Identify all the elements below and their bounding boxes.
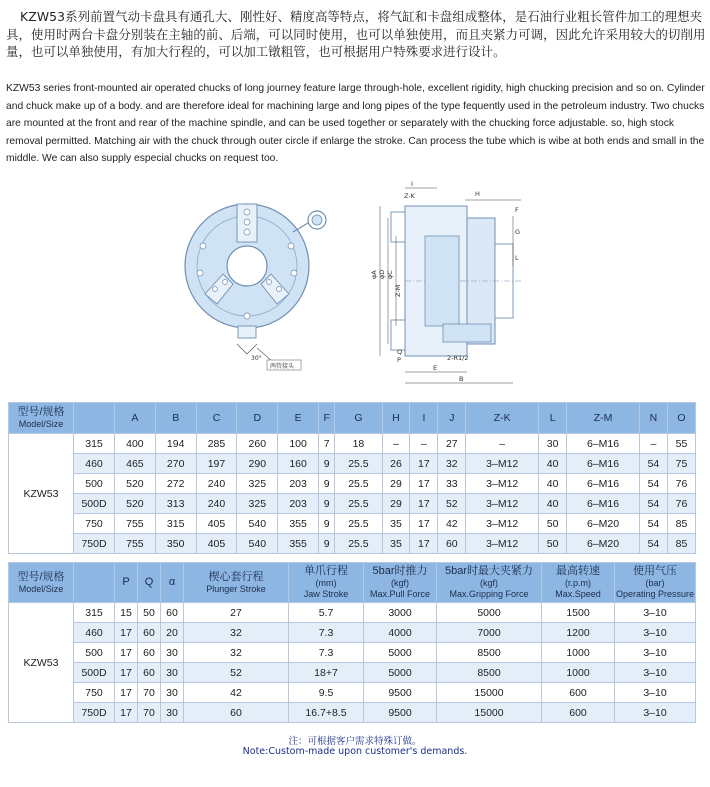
chuck-technical-drawing — [175, 176, 635, 391]
value-cell: 42 — [184, 683, 289, 703]
value-cell: 350 — [155, 534, 196, 554]
size-cell: 315 — [74, 603, 115, 623]
col-header-unit: (kgf) — [391, 578, 409, 588]
value-cell: 7 — [318, 434, 334, 454]
value-cell: 70 — [138, 703, 161, 723]
col-header-unit: (mm) — [315, 578, 337, 588]
value-cell: 42 — [438, 514, 466, 534]
value-cell: 60 — [161, 603, 184, 623]
value-cell: 35 — [382, 514, 410, 534]
value-cell: 285 — [196, 434, 237, 454]
value-cell: 240 — [196, 474, 237, 494]
value-cell: 40 — [539, 494, 567, 514]
value-cell: 3–M12 — [466, 514, 539, 534]
col-header — [161, 563, 184, 603]
value-cell: 9 — [318, 534, 334, 554]
value-cell: 60 — [138, 643, 161, 663]
dim-c-label: φC — [386, 270, 394, 279]
value-cell: 30 — [161, 703, 184, 723]
model-size-header — [9, 563, 74, 603]
value-cell: 17 — [115, 643, 138, 663]
model-size-header — [9, 403, 74, 434]
size-cell: 315 — [74, 434, 115, 454]
custom-note-en: Note:Custom-made upon customer's demands. — [242, 746, 468, 757]
dim-f-label: F — [515, 206, 519, 214]
value-cell: 540 — [237, 534, 278, 554]
col-header: J — [438, 403, 466, 434]
value-cell: 60 — [138, 623, 161, 643]
dim-q-label: Q — [397, 348, 403, 356]
value-cell: 755 — [115, 534, 156, 554]
col-header-cn: 5bar时最大夹紧力 — [444, 565, 534, 577]
dimension-table — [8, 402, 696, 554]
value-cell: 1200 — [542, 623, 615, 643]
value-cell: 25.5 — [335, 454, 382, 474]
value-cell: 17 — [410, 514, 438, 534]
value-cell: 17 — [115, 683, 138, 703]
col-header: L — [539, 403, 567, 434]
table-row — [9, 663, 696, 683]
value-cell: 25.5 — [335, 514, 382, 534]
value-cell: 54 — [639, 534, 667, 554]
value-cell: 3–10 — [615, 703, 696, 723]
value-cell: 3–M12 — [466, 454, 539, 474]
value-cell: 5000 — [364, 663, 437, 683]
value-cell: 55 — [667, 434, 695, 454]
col-header — [115, 563, 138, 603]
value-cell: 9 — [318, 454, 334, 474]
value-cell: 50 — [539, 534, 567, 554]
value-cell: 325 — [237, 494, 278, 514]
value-cell: 6–M20 — [567, 514, 640, 534]
table-row — [9, 494, 696, 514]
col-header: C — [196, 403, 237, 434]
value-cell: 160 — [278, 454, 319, 474]
col-header-en: Max.Gripping Force — [449, 589, 529, 599]
col-header-cn: 使用气压 — [633, 565, 677, 577]
value-cell: 17 — [115, 663, 138, 683]
value-cell: 9 — [318, 494, 334, 514]
value-cell: 16.7+8.5 — [289, 703, 364, 723]
value-cell: 260 — [237, 434, 278, 454]
col-header-text: P — [122, 576, 130, 588]
value-cell: 405 — [196, 514, 237, 534]
value-cell: – — [382, 434, 410, 454]
col-header: H — [382, 403, 410, 434]
value-cell: 70 — [138, 683, 161, 703]
value-cell: – — [466, 434, 539, 454]
dim-a-label: φA — [370, 270, 378, 279]
value-cell: 355 — [278, 534, 319, 554]
col-header: F — [318, 403, 334, 434]
value-cell: 240 — [196, 494, 237, 514]
col-header: I — [410, 403, 438, 434]
size-cell: 460 — [74, 623, 115, 643]
col-header — [437, 563, 542, 603]
value-cell: 32 — [184, 643, 289, 663]
value-cell: 600 — [542, 683, 615, 703]
table-row — [9, 434, 696, 454]
col-header: D — [237, 403, 278, 434]
value-cell: 400 — [115, 434, 156, 454]
performance-table — [8, 562, 696, 723]
col-header-cn: 5bar时推力 — [372, 565, 428, 577]
angle-label: 30° — [251, 355, 262, 362]
chuck-side-view — [370, 180, 521, 383]
value-cell: 76 — [667, 494, 695, 514]
size-cell: 460 — [74, 454, 115, 474]
value-cell: 3–10 — [615, 643, 696, 663]
value-cell: 3–M12 — [466, 474, 539, 494]
value-cell: 29 — [382, 494, 410, 514]
value-cell: 30 — [539, 434, 567, 454]
value-cell: 8500 — [437, 643, 542, 663]
value-cell: 30 — [161, 663, 184, 683]
dim-zk-label: Z-K — [404, 192, 415, 200]
value-cell: 1500 — [542, 603, 615, 623]
value-cell: 600 — [542, 703, 615, 723]
value-cell: 54 — [639, 474, 667, 494]
value-cell: 25.5 — [335, 534, 382, 554]
value-cell: 3000 — [364, 603, 437, 623]
performance-table-header — [9, 563, 696, 603]
value-cell: 60 — [184, 703, 289, 723]
dim-i-label: I — [411, 180, 413, 188]
value-cell: – — [410, 434, 438, 454]
value-cell: 7.3 — [289, 623, 364, 643]
value-cell: 40 — [539, 454, 567, 474]
value-cell: 270 — [155, 454, 196, 474]
table-row — [9, 643, 696, 663]
col-header-en: Operating Pressure — [615, 589, 695, 599]
value-cell: 325 — [237, 474, 278, 494]
intro-chinese: KZW53系列前置气动卡盘具有通孔大、刚性好、精度高等特点，将气缸和卡盘组成整体，是石油行业粗长管件加工的理想夹具，使用时两台卡盘分别装在主轴的前、后端，可以同时使用，也可以单独使用，而且夹紧力可调，因此允许采用较大的切削用量，也可以单独使用，有加大行程的，可以加工镦粗管，也可根据用户特殊要求进行设计。 — [6, 9, 706, 59]
value-cell: 9.5 — [289, 683, 364, 703]
size-cell: 750 — [74, 683, 115, 703]
size-cell: 750D — [74, 534, 115, 554]
value-cell: 30 — [161, 683, 184, 703]
value-cell: 54 — [639, 514, 667, 534]
value-cell: 17 — [115, 623, 138, 643]
size-cell: 500D — [74, 663, 115, 683]
value-cell: 27 — [438, 434, 466, 454]
dim-zm-label: Z-M — [394, 284, 402, 297]
value-cell: 6–M16 — [567, 494, 640, 514]
value-cell: 17 — [410, 474, 438, 494]
dim-g-label: G — [515, 228, 521, 236]
col-header — [289, 563, 364, 603]
col-header: N — [639, 403, 667, 434]
table-row — [9, 514, 696, 534]
table-row — [9, 454, 696, 474]
col-header: Z-K — [466, 403, 539, 434]
value-cell: 60 — [138, 663, 161, 683]
value-cell: 9500 — [364, 703, 437, 723]
value-cell: 197 — [196, 454, 237, 474]
value-cell: 7.3 — [289, 643, 364, 663]
intro-english: KZW53 series front-mounted air operated chucks of long journey feature large through-hole, excellent rigidity, high chucking precision and so on. Cylinder and chuck make up of a body. and are therefore ideal for machining large and long pipes of the type fequently used in the petroleum industry. Two chucks are mounted at the front and rear of the machine spindle, and can be used together or separately with the chucking force adjustable. so, high stock removal permitted. Matching air with the chuck through outer circle if enlarge the stroke. Can process the tube which is wibe at both ends and small in the middle. We can also supply especial chucks on request too. — [6, 83, 705, 165]
col-header-en: Max.Speed — [555, 589, 601, 599]
value-cell: 465 — [115, 454, 156, 474]
value-cell: 9500 — [364, 683, 437, 703]
value-cell: 6–M20 — [567, 534, 640, 554]
table-row — [9, 603, 696, 623]
dim-h-label: H — [475, 190, 480, 198]
dim-d-label: φD — [378, 269, 386, 279]
col-header-text: Q — [144, 576, 154, 588]
value-cell: 5.7 — [289, 603, 364, 623]
model-size-header-en: Model/Size — [18, 583, 64, 594]
value-cell: 75 — [667, 454, 695, 474]
col-header: O — [667, 403, 695, 434]
value-cell: 32 — [438, 454, 466, 474]
model-name-cell: KZW53 — [9, 434, 74, 554]
value-cell: 9 — [318, 514, 334, 534]
value-cell: 3–10 — [615, 603, 696, 623]
dim-l-label: L — [515, 254, 519, 262]
value-cell: 355 — [278, 514, 319, 534]
value-cell: 40 — [539, 474, 567, 494]
col-header — [184, 563, 289, 603]
value-cell: 33 — [438, 474, 466, 494]
value-cell: 35 — [382, 534, 410, 554]
value-cell: 405 — [196, 534, 237, 554]
pipe-joint-label: 两管接头 — [270, 363, 295, 370]
value-cell: 32 — [184, 623, 289, 643]
value-cell: 540 — [237, 514, 278, 534]
table-row — [9, 623, 696, 643]
value-cell: 85 — [667, 534, 695, 554]
value-cell: 76 — [667, 474, 695, 494]
value-cell: 3–10 — [615, 623, 696, 643]
size-cell: 500D — [74, 494, 115, 514]
size-cell: 750 — [74, 514, 115, 534]
value-cell: 1000 — [542, 643, 615, 663]
col-header: A — [115, 403, 156, 434]
col-header-cn: 单爪行程 — [304, 565, 348, 577]
model-name-cell: KZW53 — [9, 603, 74, 723]
size-header — [74, 563, 115, 603]
value-cell: 203 — [278, 474, 319, 494]
value-cell: 26 — [382, 454, 410, 474]
value-cell: 54 — [639, 494, 667, 514]
table-row — [9, 534, 696, 554]
col-header — [615, 563, 696, 603]
value-cell: 29 — [382, 474, 410, 494]
table-row — [9, 703, 696, 723]
value-cell: 50 — [539, 514, 567, 534]
value-cell: 3–M12 — [466, 494, 539, 514]
value-cell: 17 — [410, 494, 438, 514]
value-cell: 52 — [184, 663, 289, 683]
value-cell: 272 — [155, 474, 196, 494]
value-cell: 4000 — [364, 623, 437, 643]
value-cell: 18 — [335, 434, 382, 454]
value-cell: 5000 — [364, 643, 437, 663]
col-header-text: α — [168, 576, 176, 588]
col-header — [364, 563, 437, 603]
value-cell: 25.5 — [335, 474, 382, 494]
table-row — [9, 683, 696, 703]
custom-note-cn: 注：可根据客户需求特殊订做。 — [288, 736, 422, 747]
value-cell: 3–10 — [615, 663, 696, 683]
col-header — [138, 563, 161, 603]
value-cell: 85 — [667, 514, 695, 534]
value-cell: 315 — [155, 514, 196, 534]
size-cell: 500 — [74, 643, 115, 663]
value-cell: 15000 — [437, 683, 542, 703]
value-cell: 290 — [237, 454, 278, 474]
col-header-cn: 楔心套行程 — [208, 570, 264, 583]
size-header — [74, 403, 115, 434]
value-cell: 54 — [639, 454, 667, 474]
dim-e-label: E — [433, 364, 438, 372]
col-header-unit: (bar) — [645, 578, 665, 588]
value-cell: 7000 — [437, 623, 542, 643]
col-header-en: Max.Pull Force — [369, 589, 431, 599]
value-cell: 6–M16 — [567, 474, 640, 494]
dimension-table-header — [9, 403, 696, 434]
value-cell: 50 — [138, 603, 161, 623]
col-header-cn: 最高转速 — [556, 565, 600, 577]
size-cell: 750D — [74, 703, 115, 723]
value-cell: 9 — [318, 474, 334, 494]
value-cell: 17 — [410, 454, 438, 474]
value-cell: 52 — [438, 494, 466, 514]
model-size-header-en: Model/Size — [18, 419, 64, 429]
value-cell: 3–M12 — [466, 534, 539, 554]
value-cell: 6–M16 — [567, 454, 640, 474]
col-header: E — [278, 403, 319, 434]
value-cell: 6–M16 — [567, 434, 640, 454]
value-cell: 313 — [155, 494, 196, 514]
value-cell: 520 — [115, 494, 156, 514]
value-cell: 25.5 — [335, 494, 382, 514]
chuck-front-view — [185, 204, 326, 370]
value-cell: 5000 — [437, 603, 542, 623]
col-header-unit: (kgf) — [480, 578, 498, 588]
value-cell: 755 — [115, 514, 156, 534]
value-cell: 520 — [115, 474, 156, 494]
value-cell: 203 — [278, 494, 319, 514]
value-cell: 3–10 — [615, 683, 696, 703]
value-cell: 100 — [278, 434, 319, 454]
dim-b-label: B — [459, 375, 464, 383]
value-cell: 30 — [161, 643, 184, 663]
model-size-header-cn: 型号/规格 — [17, 570, 65, 583]
table-row — [9, 474, 696, 494]
col-header: G — [335, 403, 382, 434]
size-cell: 500 — [74, 474, 115, 494]
value-cell: 60 — [438, 534, 466, 554]
value-cell: 15000 — [437, 703, 542, 723]
dim-r-label: 2-R1/2 — [447, 354, 469, 362]
value-cell: 17 — [115, 703, 138, 723]
value-cell: 194 — [155, 434, 196, 454]
value-cell: 18+7 — [289, 663, 364, 683]
col-header: B — [155, 403, 196, 434]
value-cell: 20 — [161, 623, 184, 643]
col-header-en: Jaw Stroke — [303, 589, 349, 599]
col-header: Z-M — [567, 403, 640, 434]
col-header-en: Plunger Stroke — [206, 583, 266, 594]
value-cell: 27 — [184, 603, 289, 623]
value-cell: 8500 — [437, 663, 542, 683]
value-cell: 17 — [410, 534, 438, 554]
dim-p-label: P — [397, 356, 401, 364]
col-header-unit: (r.p.m) — [565, 578, 591, 588]
model-size-header-cn: 型号/规格 — [17, 406, 65, 418]
value-cell: – — [639, 434, 667, 454]
value-cell: 15 — [115, 603, 138, 623]
col-header — [542, 563, 615, 603]
value-cell: 1000 — [542, 663, 615, 683]
